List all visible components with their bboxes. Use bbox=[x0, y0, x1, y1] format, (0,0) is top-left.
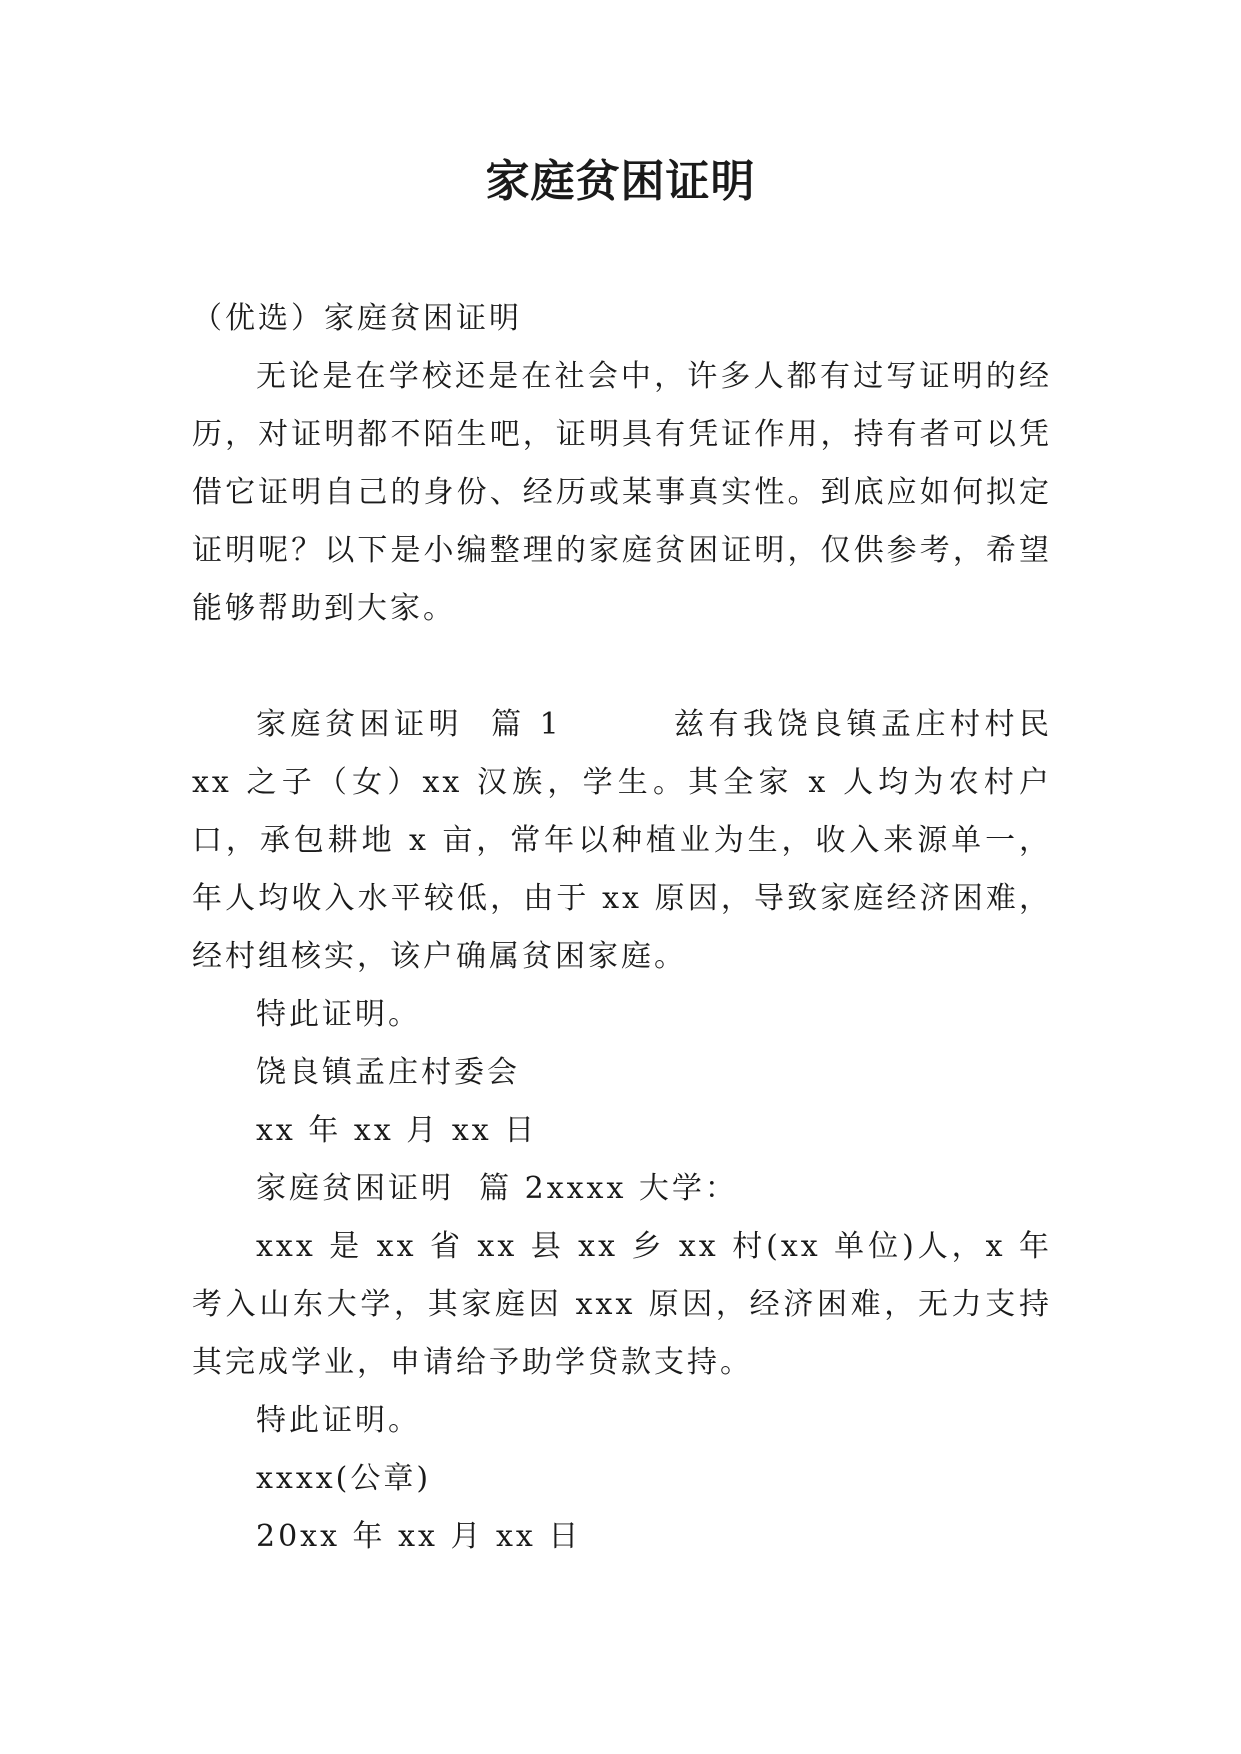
part2-body: xxx 是 xx 省 xx 县 xx 乡 xx 村(xx 单位)人，x 年考入山东大学，其家庭因 xxx 原因，经济困难，无力支持其完成学业，申请给予助学贷款支持。 bbox=[192, 1229, 1052, 1380]
part1-date: xx 年 xx 月 xx 日 bbox=[256, 1113, 538, 1148]
intro-paragraph: 无论是在学校还是在社会中，许多人都有过写证明的经历，对证明都不陌生吧，证明具有凭证作用，持有者可以凭借它证明自己的身份、经历或某事真实性。到底应如何拟定证明呢？以下是小编整理的家庭贫困证明，仅供参考，希望能够帮助到大家。 bbox=[192, 359, 1052, 626]
document-title: 家庭贫困证明 bbox=[485, 156, 756, 207]
part2-date: 20xx 年 xx 月 xx 日 bbox=[256, 1519, 582, 1554]
part1-body: 家庭贫困证明 篇 1 兹有我饶良镇孟庄村村民 xx 之子（女）xx 汉族，学生。其全家 x 人均为农村户口，承包耕地 x 亩，常年以种植业为生，收入来源单一，年人均收入水平较低，由于 xx 原因，导致家庭经济困难，经村组核实，该户确属贫困家庭。 bbox=[192, 707, 1065, 974]
part1-issuer: 饶良镇孟庄村委会 bbox=[256, 1055, 520, 1090]
part2-issuer: xxxx(公章) bbox=[256, 1461, 432, 1496]
part2-heading: 家庭贫困证明 篇 2xxxx 大学： bbox=[256, 1171, 738, 1206]
part1-closing: 特此证明。 bbox=[256, 997, 421, 1032]
document-subtitle: （优选）家庭贫困证明 bbox=[192, 301, 522, 336]
part2-closing: 特此证明。 bbox=[256, 1403, 421, 1438]
document-body bbox=[192, 290, 1065, 1566]
paragraph-spacer bbox=[192, 638, 1052, 696]
